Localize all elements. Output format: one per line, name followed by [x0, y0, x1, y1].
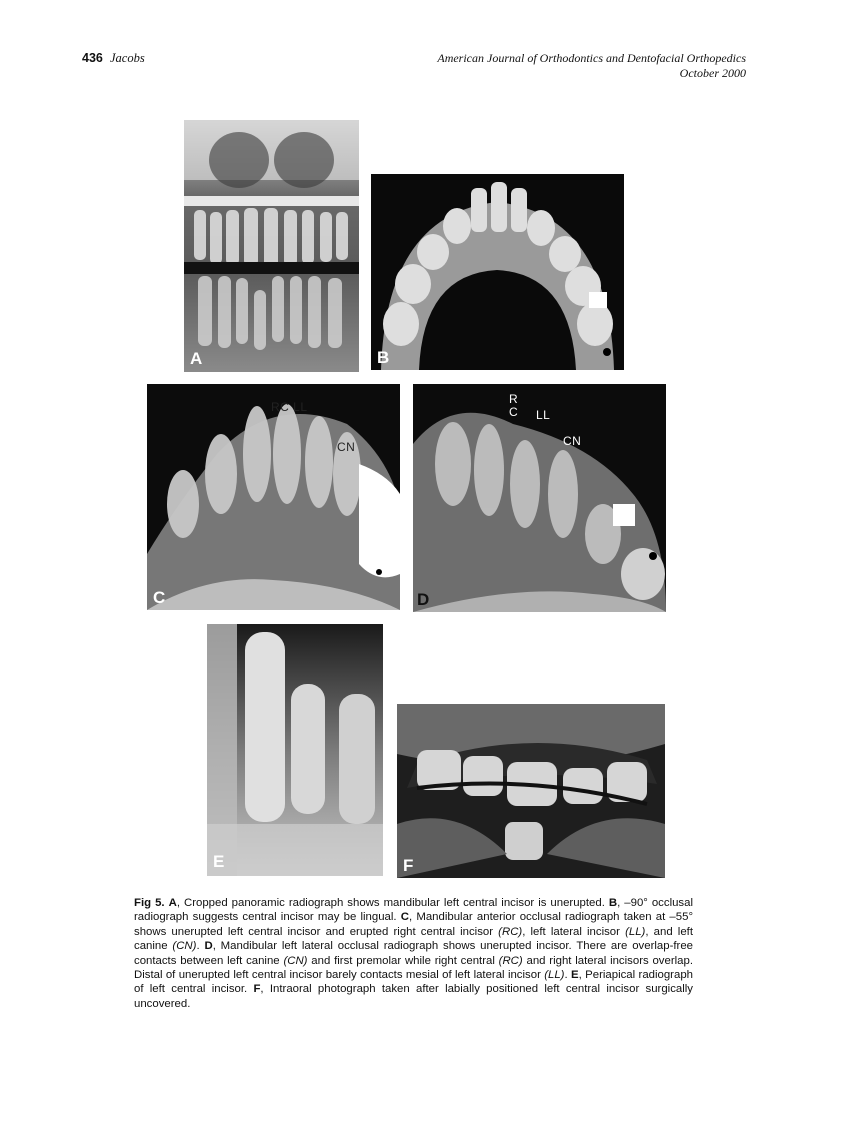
figure-panel-f — [397, 704, 665, 878]
caption-letter-c: C — [400, 911, 409, 924]
caption-letter-f: F — [253, 983, 261, 996]
caption-text-c1: , Mandibular anterior occlusal radiograph taken at –55° shows unerupted left central incisor and erupted right central incisor — [134, 911, 693, 938]
panel-label-d: D — [417, 590, 430, 609]
panel-label-f: F — [403, 856, 414, 875]
caption-text-c2: , left lateral incisor — [522, 925, 626, 938]
page-number: 436 — [82, 51, 103, 65]
panel-label-e: E — [213, 852, 225, 871]
xray-label-r: R — [509, 392, 519, 406]
caption-abbr-d-rc: (RC) — [498, 954, 523, 967]
running-header-right — [437, 51, 746, 81]
figure-panel-d — [413, 384, 666, 612]
caption-abbr-rc: (RC) — [498, 925, 523, 938]
journal-title: American Journal of Orthodontics and Dentofacial Orthopedics — [437, 51, 746, 65]
periapical-radiograph-image — [207, 624, 383, 876]
caption-text-c3: , and left canine — [134, 925, 693, 953]
caption-text-d1: , Mandibular left lateral occlusal radiograph shows unerupted incisor. There are overlap-free contacts between left canine — [134, 940, 693, 967]
caption-text-f: , Intraoral photograph taken after labially positioned left central incisor surgically uncovered. — [134, 983, 693, 1010]
caption-letter-e: E — [571, 969, 579, 982]
xray-label-c: C — [509, 405, 519, 419]
caption-letter-a: A — [168, 897, 177, 909]
caption-abbr-d-ll: (LL) — [544, 969, 565, 982]
caption-text-b: , –90° occlusal radiograph suggests central incisor may be lingual. — [134, 897, 693, 924]
figure-panel-e — [207, 624, 383, 876]
caption-text-d2: and first premolar while right central — [307, 954, 499, 967]
caption-letter-d: D — [204, 940, 213, 953]
xray-label-cn: CN — [563, 434, 582, 448]
panel-label-b: B — [377, 348, 390, 367]
figure-panel-c — [147, 384, 400, 610]
caption-abbr-d-cn: (CN) — [283, 954, 308, 967]
caption-text-d4: . — [564, 969, 572, 982]
xray-label-ll: LL — [536, 408, 551, 422]
running-header-left — [82, 51, 145, 66]
caption-text-d3: and right lateral incisors overlap. Distal of unerupted left central incisor barely contacts mesial of left lateral incisor — [134, 954, 693, 982]
figure-panel-a — [184, 120, 359, 372]
anterior-occlusal-radiograph-image — [147, 384, 400, 610]
intraoral-photograph-image — [397, 704, 665, 878]
xray-label-rc-ll: RC LL — [271, 400, 308, 414]
caption-text-c4: . — [196, 940, 205, 953]
author-name: Jacobs — [109, 51, 145, 65]
issue-date: October 2000 — [679, 66, 746, 80]
caption-letter-b: B — [608, 897, 618, 909]
figure-panel-b — [371, 174, 624, 370]
caption-fig-label: Fig 5. — [134, 897, 165, 909]
occlusal-radiograph-image — [371, 174, 624, 370]
caption-text-a: , Cropped panoramic radiograph shows mandibular left central incisor is unerupted. — [176, 897, 609, 909]
panoramic-radiograph-image — [184, 120, 359, 372]
caption-abbr-cn: (CN) — [172, 940, 197, 953]
panel-label-c: C — [153, 588, 166, 607]
caption-abbr-ll: (LL) — [625, 925, 646, 938]
xray-label-cn: CN — [337, 440, 356, 454]
panel-label-a: A — [190, 349, 203, 368]
figure-caption — [134, 896, 693, 1011]
caption-text-e: , Periapical radiograph of left central incisor. — [134, 969, 693, 996]
